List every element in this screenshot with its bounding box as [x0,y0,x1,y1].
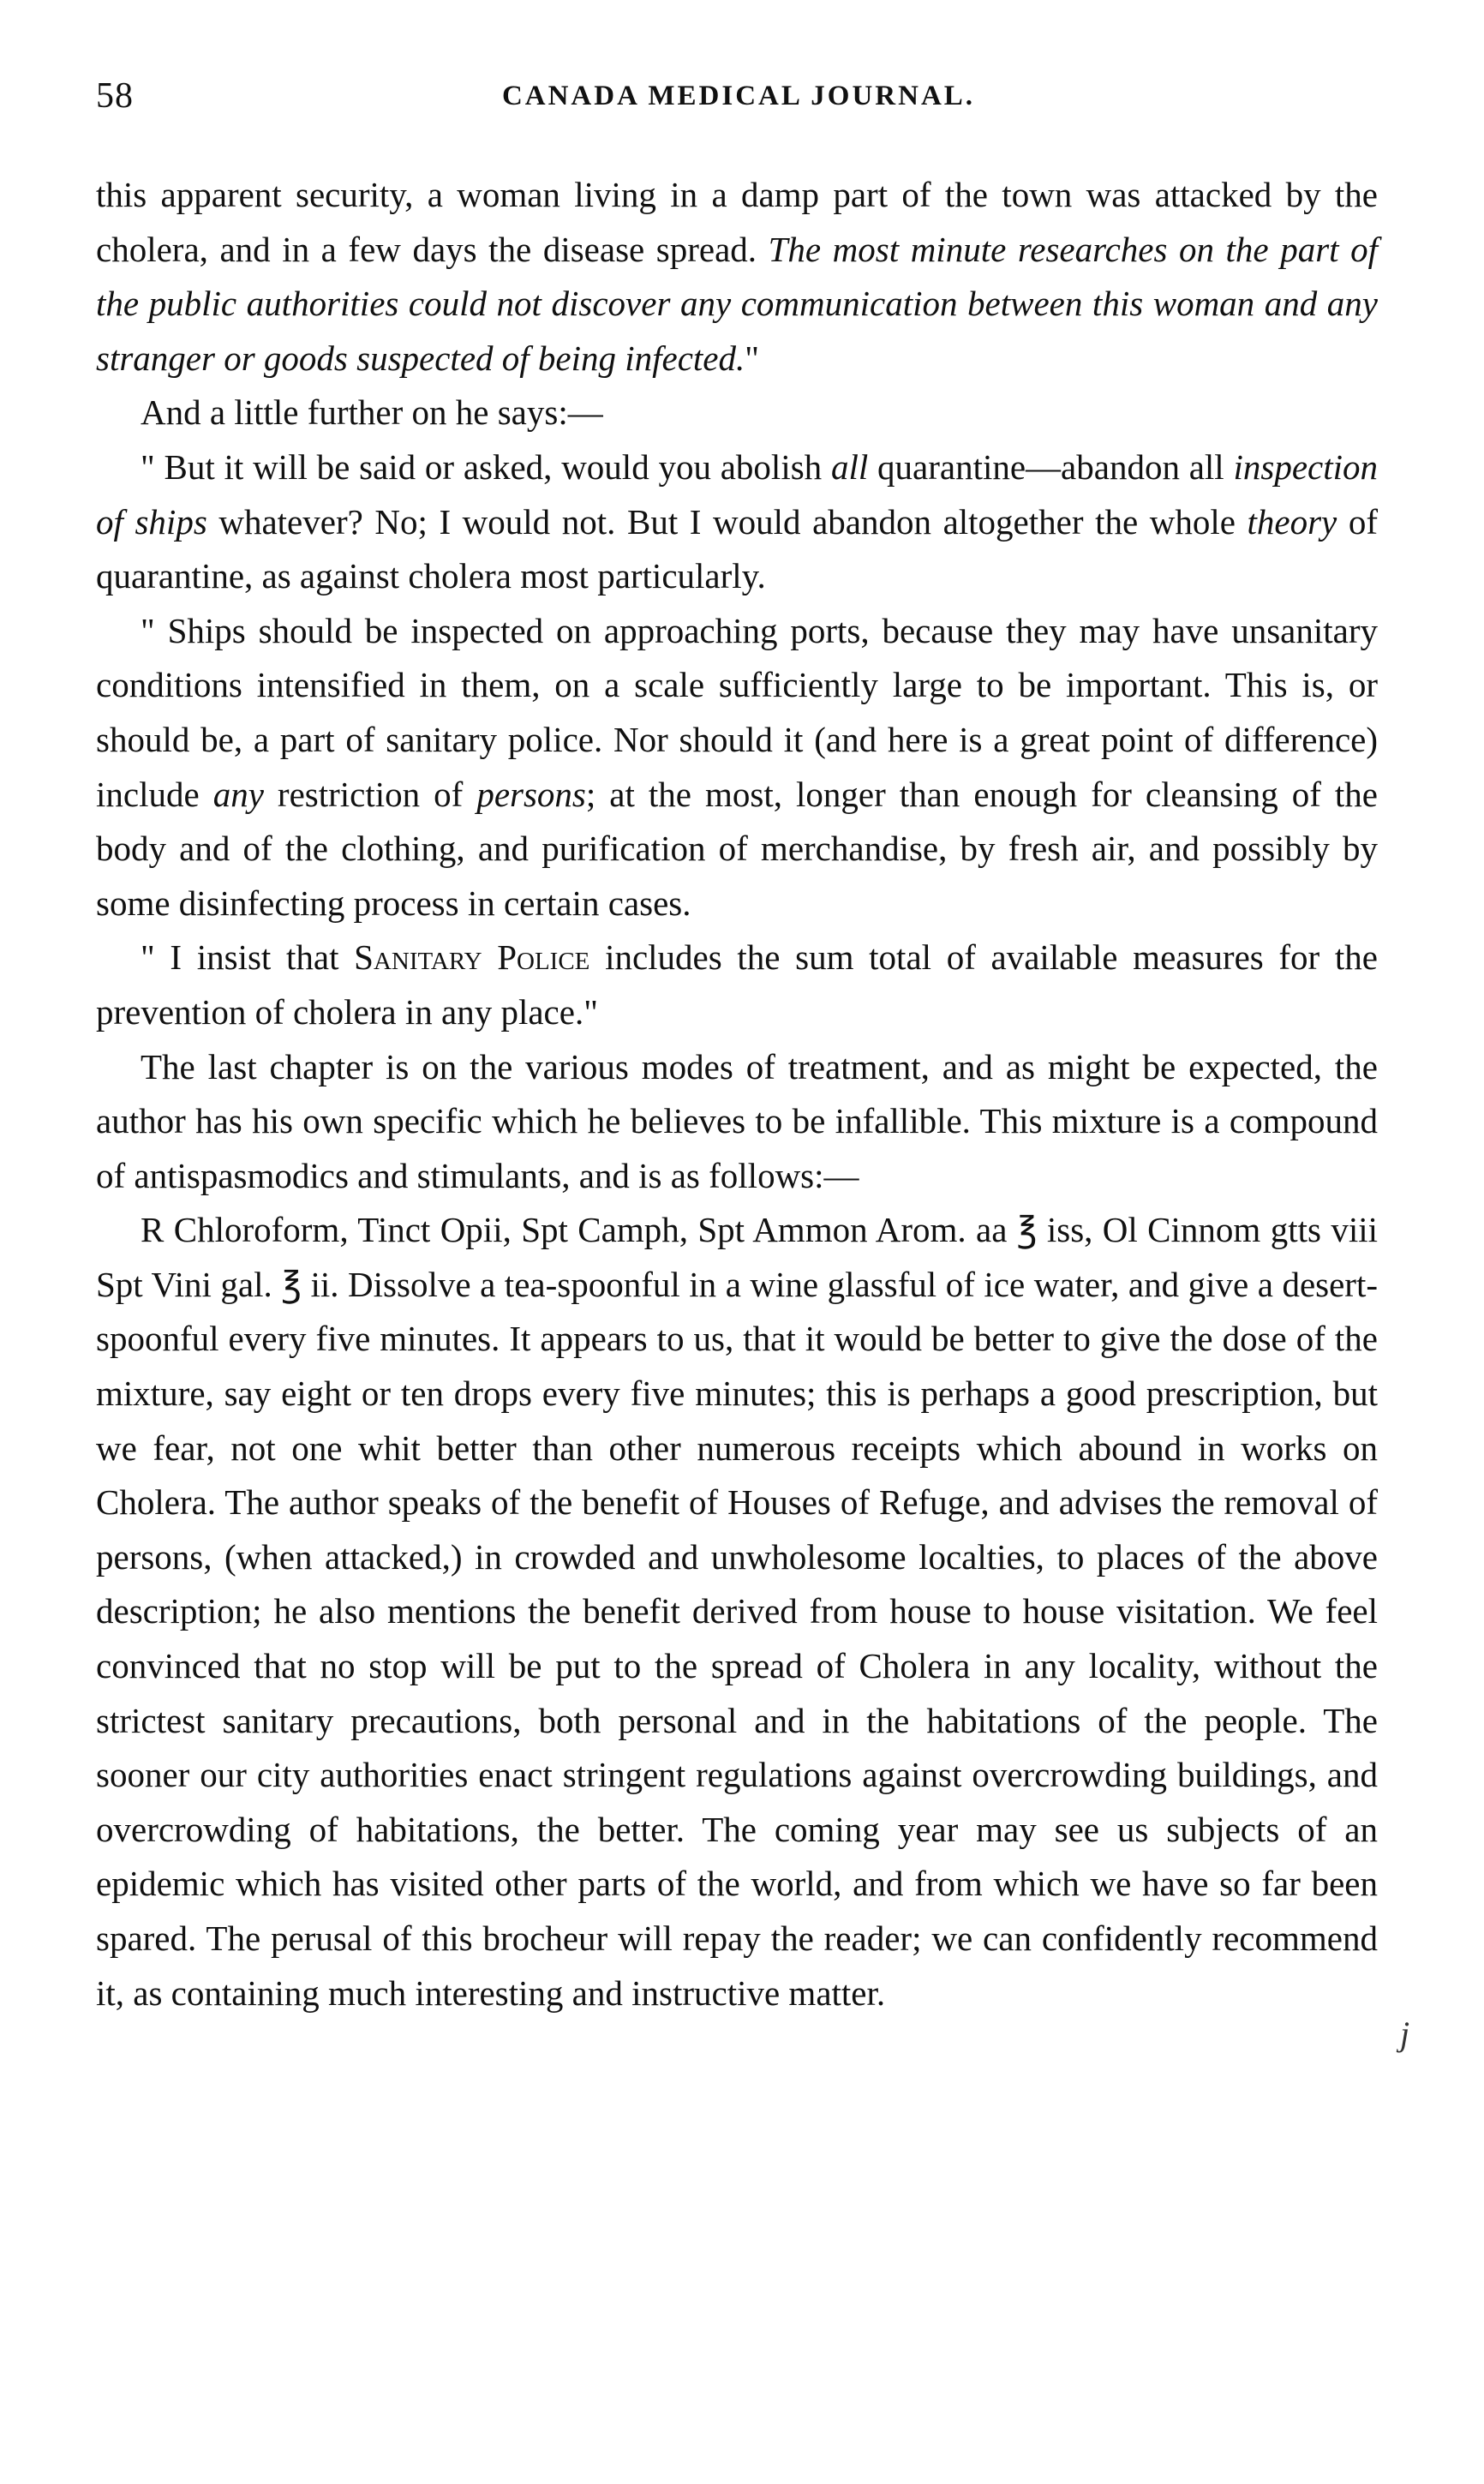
paragraph-3 [96,440,1378,604]
paragraph-5 [96,931,1378,1039]
paragraph-2: And a little further on he says:— [141,392,603,433]
text-run: " I insist that [141,937,355,978]
text-run: of quarantine, as against cholera most particularly. [96,501,1378,596]
paragraph-7: R Chloroform, Tinct Opii, Spt Camph, Spt Ammon Arom. aa ℥ iss, Ol Cinnom gtts viii Spt Vini gal. ℥ ii. Dissolve a tea-spoonful in a wine glassful of ice water, and give a desert-spoonful every five minutes. It appears to us, that it would be better to give the dose of the mixture, say eight or ten drops every five minutes; this is perhaps a good prescription, but we fear, not one whit better than other numerous receipts which abound in works on Cholera. The author speaks of the benefit of Houses of Refuge, and advises the removal of persons, (when attacked,) in crowded and unwholesome localties, to places of the above description; he also mentions the benefit derived from house to house visitation. We feel convinced that no stop will be put to the spread of Cholera in any locality, without the strictest sanitary precautions, both personal and in the habitations of the people. The sooner our city authorities enact stringent regulations against overcrowding buildings, and overcrowding of habitations, the better. The coming year may see us subjects of an epidemic which has visited other parts of the world, and from which we have so far been spared. The perusal of this brocheur will repay the reader; we can confidently recommend it, as containing much interesting and instructive matter. [96,1210,1378,2013]
page-header [96,75,1381,135]
margin-mark: j [1400,2014,1410,2053]
text-run: " But it will be said or asked, would you abolish [141,446,831,487]
text-run: quarantine—abandon all [868,446,1234,487]
running-title: CANADA MEDICAL JOURNAL. [501,81,976,111]
emphasis-run: theory [1247,501,1337,542]
small-caps-run: Sanitary Police [354,937,590,978]
paragraph-4 [96,604,1378,931]
text-run: " Ships should be inspected on approaching ports, because they may have unsanitary conditions intensified in them, on a scale sufficiently large to be important. This is, or should be, a part of sanitary police. Nor should it (and here is a great point of difference) include [96,610,1378,814]
text-run: whatever? No; I would not. But I would abandon altogether the whole [206,501,1248,542]
paragraph-1 [96,168,1378,386]
text-run: includes the sum total of available measures for the prevention of cholera in any place." [96,937,1378,1032]
text-run: this apparent security, a woman living in a damp part of the town was attacked by the cholera, and in a few days the disease spread. [96,175,1378,269]
article-body [96,168,1378,2020]
emphasis-run: all [830,446,869,487]
emphasis-run: persons [476,774,586,814]
text-run: restriction of [263,774,477,814]
page-number: 58 [96,76,134,116]
emphasis-run: The most minute researches on the part of the public authorities could not discover any communication between this woman and any stranger or goods suspected of being infected. [96,229,1378,378]
paragraph-6: The last chapter is on the various modes of treatment, and as might be expected, the author has his own specific which he believes to be infallible. This mixture is a compound of antispasmodics and stimulants, and is as follows:— [96,1046,1378,1195]
emphasis-run: any [212,774,264,814]
emphasis-run: inspection of ships [96,446,1378,542]
text-run: " [745,338,760,378]
text-run: ; at the most, longer than enough for cleansing of the body and of the clothing, and purification of merchandise, by fresh air, and possibly by some disinfecting process in certain cases. [96,774,1378,923]
